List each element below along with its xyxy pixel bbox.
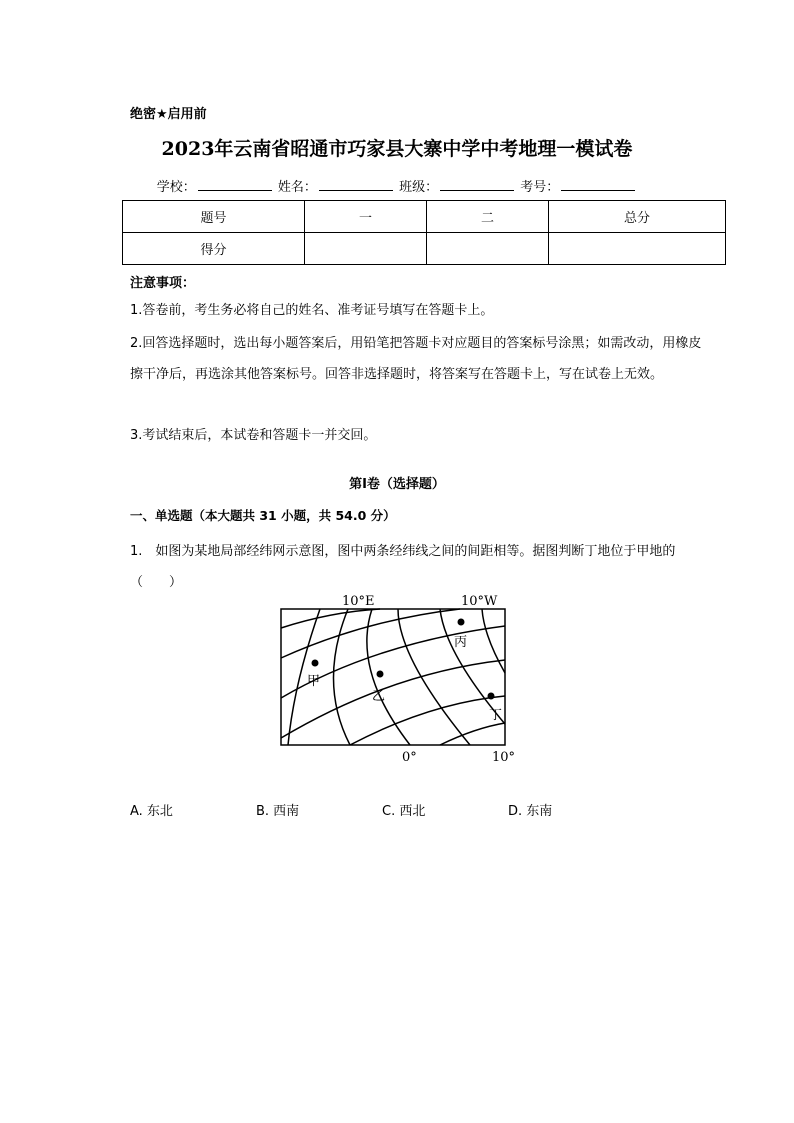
option-b[interactable]: B. 西南 [256,804,300,819]
parallel-line [440,723,505,745]
label-jia: 甲 [307,674,321,689]
student-info-line [0,176,794,195]
school-label: 学校： [156,180,196,195]
exam-no-blank[interactable] [561,178,635,191]
point-yi [377,671,384,678]
label-ding: 丁 [489,708,503,723]
label-bing: 丙 [454,635,468,650]
name-label: 姓名： [277,180,317,195]
meridian-line [482,609,505,673]
question-1-text: 1. 如图为某地局部经纬网示意图，图中两条经纬线之间的间距相等。据图判断丁地位于甲地的（ ） [130,544,676,590]
meridian-line [333,609,350,745]
class-label: 班级： [399,180,439,195]
table-cell: 题号 [123,201,305,233]
secret-mark: 绝密★启用前 [130,107,207,122]
option-d[interactable]: D. 东南 [508,804,553,819]
label-yi: 乙 [372,689,386,704]
table-cell: 得分 [123,233,305,265]
exam-title: 2023年云南省昭通市巧家县大寨中学中考地理一模试卷 [161,138,633,160]
graticule-figure [270,588,530,768]
notes-heading: 注意事项： [130,276,196,291]
table-row [123,233,726,265]
table-cell: 二 [427,201,549,233]
part-heading: 一、单选题（本大题共 31 小题，共 54.0 分） [130,508,396,523]
top-label-left: 10°E [342,594,375,609]
score-table [122,200,726,265]
top-label-right: 10°W [461,594,498,609]
option-c[interactable]: C. 西北 [382,804,426,819]
note-item: 3.考试结束后，本试卷和答题卡一并交回。 [130,428,377,443]
class-blank[interactable] [440,178,514,191]
table-cell: 一 [305,201,427,233]
score-cell[interactable] [549,233,726,265]
point-ding [488,693,495,700]
note-item: 1.答卷前，考生务必将自己的姓名、准考证号填写在答题卡上。 [130,303,494,318]
score-cell[interactable] [305,233,427,265]
note-item: 2.回答选择题时，选出每小题答案后，用铅笔把答题卡对应题目的答案标号涂黑；如需改动，用橡皮擦干净后，再选涂其他答案标号。回答非选择题时，将答案写在答题卡上，写在试卷上无效。 [130,336,702,382]
point-bing [458,619,465,626]
score-cell[interactable] [427,233,549,265]
meridian-line [440,609,505,724]
point-jia [312,660,319,667]
option-a[interactable]: A. 东北 [130,804,173,819]
meridian-line [367,609,410,745]
bottom-label-right: 10° [492,750,516,765]
table-row [123,201,726,233]
parallel-line [281,660,505,738]
parallel-line [281,609,380,628]
school-blank[interactable] [198,178,272,191]
section-title: 第Ⅰ卷（选择题） [349,477,445,492]
bottom-label-left: 0° [402,750,417,765]
table-cell: 总分 [549,201,726,233]
name-blank[interactable] [319,178,393,191]
exam-no-label: 考号： [520,180,560,195]
meridian-line [398,609,470,745]
